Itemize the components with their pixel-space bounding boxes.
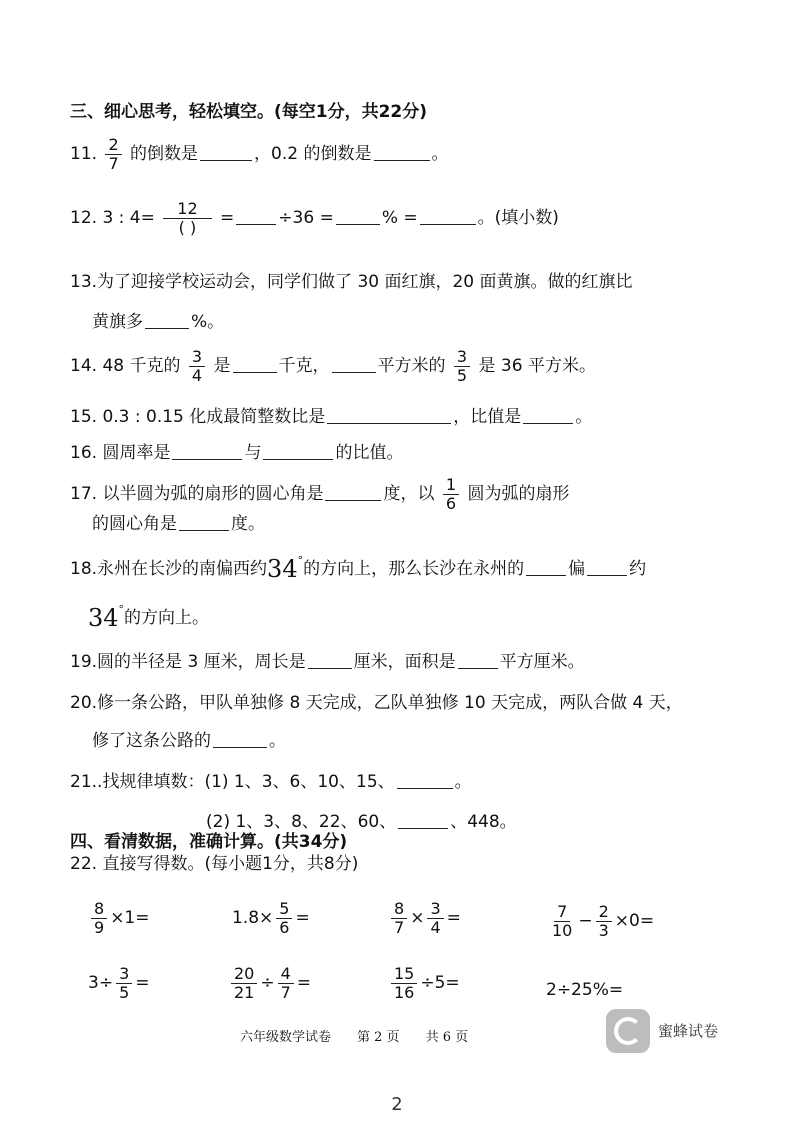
calc-item-1: $\frac{8}{9}$ ×1= <box>88 900 150 936</box>
answer-blank[interactable] <box>200 142 252 161</box>
fraction: $\frac{8}{7}$ <box>391 900 407 936</box>
answer-blank[interactable] <box>332 354 376 373</box>
fraction: $\frac{2}{3}$ <box>596 903 612 939</box>
question-13-line-1: 13.为了迎接学校运动会，同学们做了 30 面红旗，20 面黄旗。做的红旗比 <box>70 272 633 292</box>
answer-blank[interactable] <box>420 206 476 225</box>
fraction: $\frac{1}{6}$ <box>443 476 459 512</box>
fraction: $\frac{5}{6}$ <box>276 900 292 936</box>
question-15: 15. 0.3 : 0.15 化成最简整数比是 ，比值是 。 <box>70 407 593 427</box>
question-14: 14. 48 千克的 $\frac{3}{4}$ 是 千克， 平方米的 $\frac{3}{5}$ 是 36 平方米。 <box>70 347 596 385</box>
question-11: 11. $\frac{2}{7}$ 的倒数是 ，0.2 的倒数是 。 <box>70 135 449 173</box>
fraction: $\frac{15}{16}$ <box>391 965 417 1001</box>
calc-item-8: 2÷25%= <box>546 980 624 1000</box>
answer-blank[interactable] <box>308 650 352 669</box>
fraction: $\frac{8}{9}$ <box>91 900 107 936</box>
calc-item-7: $\frac{15}{16}$ ÷5= <box>388 965 460 1001</box>
answer-blank[interactable] <box>179 512 229 531</box>
answer-blank[interactable] <box>233 354 277 373</box>
calc-item-2: 1.8× $\frac{5}{6}$ = <box>232 899 310 937</box>
answer-blank[interactable] <box>325 482 381 501</box>
watermark-logo-icon <box>606 1009 650 1053</box>
answer-blank[interactable] <box>336 206 380 225</box>
fraction: $\frac{7}{10}$ <box>552 902 573 940</box>
fraction: $\frac{12}{( )}$ <box>163 200 211 236</box>
answer-blank[interactable] <box>145 310 189 329</box>
question-13-line-2: 黄旗多 %。 <box>92 312 225 332</box>
fraction: $\frac{2}{7}$ <box>105 136 121 172</box>
question-18-line-1: 18.永州在长沙的南偏西约34°的方向上，那么长沙在永州的 偏 约 <box>70 554 647 583</box>
section-4-title: 四、看清数据，准确计算。(共34分) <box>70 832 348 852</box>
answer-blank[interactable] <box>327 405 451 424</box>
answer-blank[interactable] <box>398 810 448 829</box>
calc-item-3: $\frac{8}{7}$ × $\frac{3}{4}$ = <box>388 900 461 936</box>
answer-blank[interactable] <box>397 770 453 789</box>
answer-blank[interactable] <box>172 441 242 460</box>
calc-item-6: $\frac{20}{21}$ ÷ $\frac{4}{7}$ = <box>228 965 311 1001</box>
answer-blank[interactable] <box>236 206 276 225</box>
fraction: $\frac{20}{21}$ <box>231 965 257 1001</box>
question-19: 19.圆的半径是 3 厘米，周长是 厘米，面积是 平方厘米。 <box>70 652 585 672</box>
answer-blank[interactable] <box>526 557 566 576</box>
answer-blank[interactable] <box>458 650 498 669</box>
question-18-line-2: 34°的方向上。 <box>88 603 210 632</box>
fraction: $\frac{3}{4}$ <box>189 348 205 384</box>
question-21-line-1: 21..找规律填数：(1) 1、3、6、10、15、 。 <box>70 772 472 792</box>
fraction: $\frac{4}{7}$ <box>278 965 294 1001</box>
page-footer: 六年级数学试卷 第 2 页 共 6 页 <box>240 1030 469 1045</box>
question-21-line-2: (2) 1、3、8、22、60、 、448。 <box>206 812 517 832</box>
answer-blank[interactable] <box>263 441 333 460</box>
fraction: $\frac{3}{4}$ <box>427 900 443 936</box>
question-20-line-1: 20.修一条公路，甲队单独修 8 天完成，乙队单独修 10 天完成，两队合做 4 天， <box>70 693 683 713</box>
question-12: 12. 3 : 4= $\frac{12}{( )}$ = ÷36 = % = 。(填小数) <box>70 199 559 237</box>
fraction: $\frac{3}{5}$ <box>116 965 132 1001</box>
section-3-title: 三、细心思考，轻松填空。(每空1分，共22分) <box>70 102 428 122</box>
answer-blank[interactable] <box>213 729 267 748</box>
answer-blank[interactable] <box>523 405 573 424</box>
fraction: $\frac{3}{5}$ <box>454 348 470 384</box>
answer-blank[interactable] <box>587 557 627 576</box>
question-16: 16. 圆周率是 与 的比值。 <box>70 443 404 463</box>
question-22-title: 22. 直接写得数。(每小题1分，共8分) <box>70 854 359 874</box>
answer-blank[interactable] <box>374 142 430 161</box>
question-17-line-2: 的圆心角是 度。 <box>92 514 265 534</box>
watermark-text: 蜜蜂试卷 <box>658 1022 719 1040</box>
page-number: 2 <box>391 1094 403 1115</box>
question-17-line-1: 17. 以半圆为弧的扇形的圆心角是 度，以 $\frac{1}{6}$ 圆为弧的扇形 <box>70 475 570 513</box>
calc-item-5: 3÷ $\frac{3}{5}$ = <box>88 964 150 1002</box>
calc-item-4: $\frac{7}{10}$ − $\frac{2}{3}$ ×0= <box>546 903 654 939</box>
question-20-line-2: 修了这条公路的 。 <box>92 731 286 751</box>
